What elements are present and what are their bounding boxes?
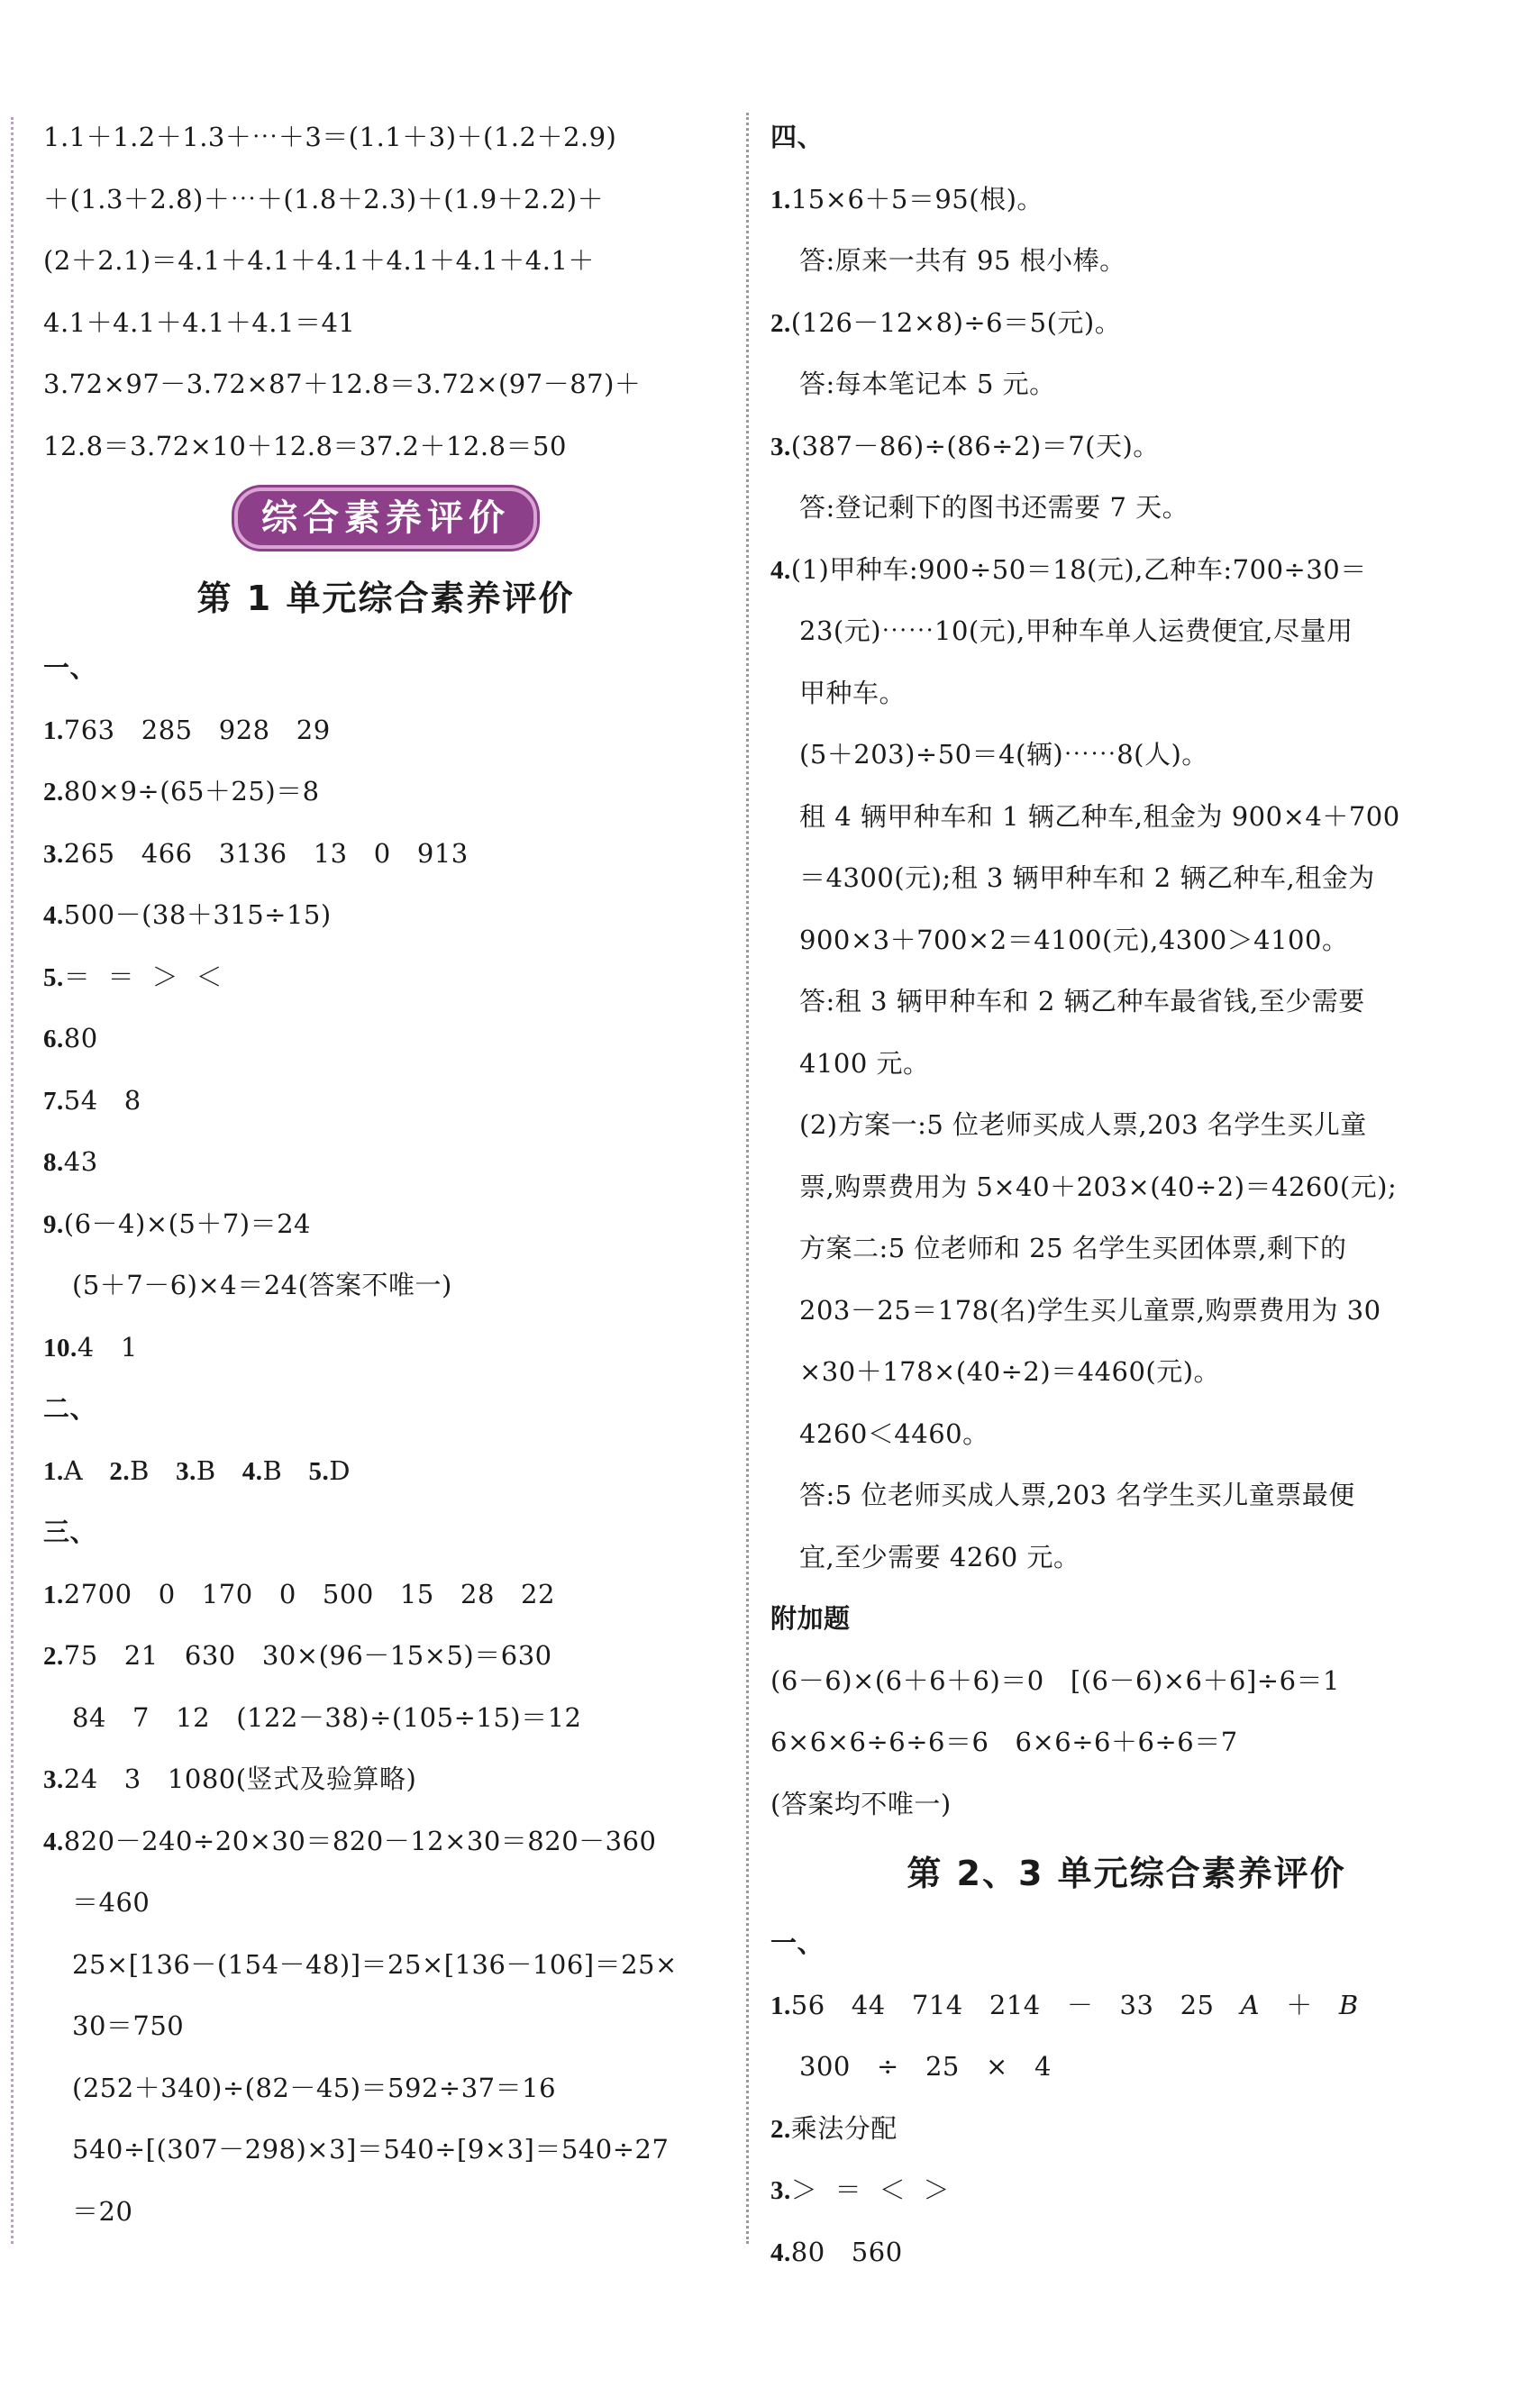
item-number: 1. [43, 715, 64, 745]
letter-b: B [1338, 1989, 1359, 2020]
answer-continuation: 540÷[(307－298)×3]＝540÷[9×3]＝540÷27 [72, 2134, 670, 2165]
choice-letter: A [63, 1454, 84, 1486]
bonus-line: (6－6)×(6＋6＋6)＝0 [(6－6)×6＋6]÷6＝1 [770, 1664, 1340, 1696]
item-text: 820－240÷20×30＝820－12×30＝820－360 [63, 1825, 657, 1856]
answer-continuation: 30＝750 [72, 2010, 185, 2041]
intro-line: 1.1＋1.2＋1.3＋⋯＋3＝(1.1＋3)＋(1.2＋2.9) [43, 122, 617, 152]
intro-line: ＋(1.3＋2.8)＋⋯＋(1.8＋2.3)＋(1.9＋2.2)＋ [43, 183, 605, 214]
answer-item [770, 415, 1482, 478]
item-number: 5. [43, 962, 64, 992]
answer-item [43, 1625, 728, 1687]
operator-plus: ＋ [1260, 1989, 1339, 2020]
section-banner: 综合素养评价 [234, 488, 537, 549]
item-number: 3. [770, 2176, 791, 2205]
letter-a: A [1240, 1989, 1261, 2020]
answer-continuation: 答:5 位老师买成人票,203 名学生买儿童票最便 [799, 1480, 1355, 1510]
item-text: 75 21 630 30×(96－15×5)＝630 [63, 1640, 552, 1671]
item-number: 1. [770, 1991, 791, 2020]
right-column [770, 106, 1482, 2283]
answer-continuation: ×30＋178×(40÷2)＝4460(元)。 [799, 1356, 1221, 1387]
choice-letter: B [262, 1454, 283, 1486]
section-heading-2: 二、 [43, 1393, 97, 1424]
section-heading-1: 一、 [43, 652, 97, 683]
answer-item [43, 699, 728, 761]
answer-item [770, 1974, 1482, 2037]
answer-statement: 答:原来一共有 95 根小棒。 [799, 245, 1126, 276]
intro-line: 4.1＋4.1＋4.1＋4.1＝41 [43, 306, 356, 338]
item-number: 1. [43, 1456, 64, 1486]
item-text: (387－86)÷(86÷2)＝7(天)。 [790, 430, 1160, 461]
item-number: 2. [109, 1456, 131, 1486]
answer-continuation: (2)方案一:5 位老师买成人票,203 名学生买儿童 [799, 1109, 1367, 1140]
item-text: 54 8 [63, 1084, 141, 1116]
item-number: 4. [43, 1827, 64, 1856]
intro-line: 3.72×97－3.72×87＋12.8＝3.72×(97－87)＋ [43, 369, 642, 399]
item-number: 4. [770, 2238, 791, 2267]
item-number: 8. [43, 1148, 64, 1177]
item-number: 9. [43, 1209, 64, 1239]
answer-item [43, 1317, 728, 1379]
item-number: 3. [176, 1456, 196, 1486]
answer-continuation: 宜,至少需要 4260 元。 [799, 1541, 1080, 1572]
answer-continuation: (5＋7－6)×4＝24(答案不唯一) [72, 1270, 452, 1300]
left-column [43, 106, 728, 2242]
answer-continuation: 203－25＝178(名)学生买儿童票,购票费用为 30 [799, 1294, 1381, 1326]
answer-item [43, 1007, 728, 1070]
item-number: 6. [43, 1025, 64, 1053]
answer-statement: 答:登记剩下的图书还需要 7 天。 [799, 492, 1189, 523]
item-number: 4. [770, 555, 791, 585]
item-number: 2. [770, 308, 791, 338]
answer-item [770, 539, 1482, 601]
item-number: 3. [43, 839, 64, 869]
answer-item [43, 946, 728, 1008]
answer-item [770, 169, 1482, 231]
answer-continuation: 甲种车。 [799, 677, 907, 708]
item-number: 1. [43, 1580, 64, 1609]
answer-item [43, 1810, 728, 1873]
answer-continuation: 4100 元。 [799, 1047, 930, 1079]
bonus-heading: 附加题 [770, 1603, 851, 1634]
answer-continuation: (252＋340)÷(82－45)＝592÷37＝16 [72, 2072, 557, 2103]
bonus-line: 6×6×6÷6÷6＝6 6×6÷6＋6÷6＝7 [770, 1727, 1238, 1757]
answer-statement: 答:每本笔记本 5 元。 [799, 369, 1056, 399]
answer-item [43, 761, 728, 823]
answer-continuation: 票,购票费用为 5×40＋203×(40÷2)＝4260(元); [799, 1171, 1398, 1202]
item-number: 1. [770, 185, 791, 214]
answer-item [43, 1193, 728, 1255]
answer-continuation: 23(元)⋯⋯10(元),甲种车单人运费便宜,尽量用 [799, 615, 1353, 646]
item-number: 2. [770, 2114, 791, 2144]
section-heading-4: 四、 [770, 122, 825, 152]
item-number: 2. [43, 778, 64, 807]
item-text: (1)甲种车:900÷50＝18(元),乙种车:700÷30＝ [790, 553, 1367, 585]
item-text: 500－(38＋315÷15) [63, 899, 332, 930]
banner-container [43, 477, 728, 560]
answer-item [770, 2098, 1482, 2160]
item-number: 3. [43, 1765, 64, 1794]
answer-continuation: 租 4 辆甲种车和 1 辆乙种车,租金为 900×4＋700 [799, 800, 1400, 832]
bonus-line: (答案均不唯一) [770, 1788, 952, 1819]
column-divider [746, 113, 749, 2244]
item-text: (6－4)×(5＋7)＝24 [63, 1208, 312, 1239]
choice-letter: B [130, 1454, 150, 1486]
choice-letter: B [196, 1454, 216, 1486]
unit-2-3-title: 第 2、3 单元综合素养评价 [907, 1854, 1346, 1893]
item-number: 4. [43, 901, 64, 930]
item-text: 乘法分配 [790, 2112, 898, 2144]
answer-continuation: ＝20 [72, 2195, 133, 2227]
item-number: 5. [308, 1456, 330, 1486]
item-number: 4. [241, 1456, 263, 1486]
intro-line: (2＋2.1)＝4.1＋4.1＋4.1＋4.1＋4.1＋4.1＋ [43, 245, 595, 276]
item-text: 2700 0 170 0 500 15 28 22 [63, 1578, 555, 1609]
item-text: 80×9÷(65＋25)＝8 [63, 776, 320, 807]
item-text: 15×6＋5＝95(根)。 [790, 183, 1043, 214]
item-text: ＝ ＝ ＞ ＜ [63, 961, 223, 992]
answer-item [770, 292, 1482, 354]
item-text: (126－12×8)÷6＝5(元)。 [790, 306, 1122, 338]
item-number: 7. [43, 1086, 64, 1116]
choice-answers [43, 1440, 728, 1502]
answer-item [43, 823, 728, 885]
item-text: 56 44 714 214 － 33 25 [790, 1989, 1241, 2020]
item-text: 763 285 928 29 [63, 714, 331, 745]
section-heading-3: 三、 [43, 1517, 97, 1547]
unit-1-title: 第 1 单元综合素养评价 [196, 579, 575, 618]
intro-line: 12.8＝3.72×10＋12.8＝37.2＋12.8＝50 [43, 430, 567, 461]
section-heading-5: 一、 [770, 1928, 825, 1958]
item-text: 80 [63, 1023, 98, 1053]
answer-continuation: 900×3＋700×2＝4100(元),4300＞4100。 [799, 924, 1349, 955]
answer-item [770, 2221, 1482, 2283]
answer-item [770, 2159, 1482, 2221]
answer-continuation: ＝4300(元);租 3 辆甲种车和 2 辆乙种车,租金为 [799, 862, 1375, 893]
answer-continuation: (5＋203)÷50＝4(辆)⋯⋯8(人)。 [799, 739, 1208, 770]
answer-item [43, 884, 728, 946]
answer-continuation: 答:租 3 辆甲种车和 2 辆乙种车最省钱,至少需要 [799, 986, 1365, 1016]
answer-continuation: 4260＜4460。 [799, 1417, 989, 1449]
answer-continuation: 方案二:5 位老师和 25 名学生买团体票,剩下的 [799, 1233, 1347, 1263]
item-number: 10. [43, 1333, 77, 1363]
item-text: 80 560 [790, 2236, 903, 2267]
item-text: 4 1 [77, 1331, 138, 1363]
item-text: ＞ ＝ ＜ ＞ [790, 2174, 951, 2205]
left-margin-dotted-line [11, 117, 14, 2244]
item-number: 3. [770, 432, 791, 461]
item-text: 43 [63, 1146, 98, 1177]
answer-continuation: 25×[136－(154－48)]＝25×[136－106]＝25× [72, 1948, 678, 1980]
item-number: 2. [43, 1642, 64, 1671]
answer-continuation: ＝460 [72, 1887, 150, 1918]
item-text: 24 3 1080(竖式及验算略) [63, 1764, 417, 1794]
item-text: 265 466 3136 13 0 913 [63, 837, 469, 869]
choice-letter: D [329, 1454, 351, 1486]
answer-item [43, 1131, 728, 1193]
answer-item [43, 1563, 728, 1626]
answer-item [43, 1070, 728, 1132]
answer-continuation: 84 7 12 (122－38)÷(105÷15)＝12 [72, 1701, 582, 1733]
answer-item [43, 1748, 728, 1810]
answer-continuation: 300 ÷ 25 × 4 [799, 2051, 1052, 2082]
